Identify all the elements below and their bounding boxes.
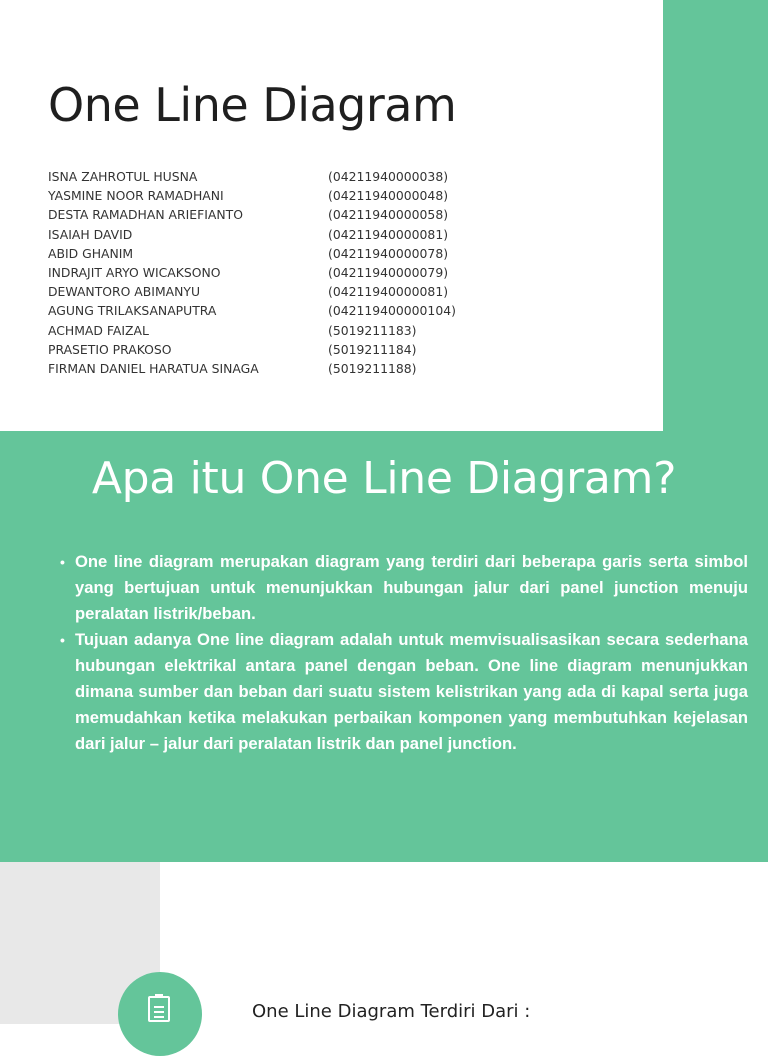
member-row [48, 244, 528, 263]
member-id: (04211940000078) [328, 245, 449, 261]
section-title: Apa itu One Line Diagram? [91, 453, 677, 504]
member-row [48, 301, 528, 320]
member-name: FIRMAN DANIEL HARATUA SINAGA [48, 360, 259, 376]
definition-list [60, 549, 748, 757]
components-heading: One Line Diagram Terdiri Dari : [252, 1001, 531, 1022]
member-name: PRASETIO PRAKOSO [48, 341, 172, 357]
list-item [60, 549, 748, 627]
member-id: (04211940000081) [328, 284, 449, 300]
member-name: ABID GHANIM [48, 245, 134, 261]
member-row [48, 225, 528, 244]
bullet-icon: • [60, 554, 65, 570]
member-name: ISAIAH DAVID [48, 226, 133, 242]
member-row [48, 321, 528, 340]
document-list-icon [148, 996, 170, 1022]
member-id: (04211940000048) [328, 188, 449, 204]
member-row [48, 167, 528, 186]
member-name: AGUNG TRILAKSANAPUTRA [48, 303, 217, 319]
top-right-accent-strip [663, 0, 768, 431]
member-name: DESTA RAMADHAN ARIEFIANTO [48, 207, 243, 223]
member-row [48, 186, 528, 205]
title-panel [0, 0, 663, 431]
list-item [60, 627, 748, 757]
member-id: (04211940000079) [328, 264, 449, 280]
member-name: ISNA ZAHROTUL HUSNA [48, 169, 198, 184]
member-row [48, 359, 528, 378]
member-id: (5019211183) [328, 322, 417, 338]
member-id: (04211940000081) [328, 226, 449, 242]
member-id: (5019211184) [328, 341, 417, 357]
page-title: One Line Diagram [48, 78, 457, 132]
member-id: (042119400000104) [328, 303, 456, 319]
member-name: DEWANTORO ABIMANYU [48, 284, 201, 300]
member-row [48, 282, 528, 301]
member-id: (5019211188) [328, 360, 417, 376]
icon-circle [118, 972, 202, 1056]
member-row [48, 340, 528, 359]
bullet-icon: • [60, 632, 65, 648]
member-row [48, 263, 528, 282]
definition-section [0, 431, 768, 862]
member-id: (04211940000038) [328, 169, 449, 184]
member-name: INDRAJIT ARYO WICAKSONO [48, 264, 221, 280]
list-item-text: Tujuan adanya One line diagram adalah untuk memvisualisasikan secara sederhana hubungan elektrikal antara panel dengan beban. One line diagram menunjukkan dimana sumber dan beban dari suatu sistem kelistrikan yang ada di kapal serta juga memudahkan ketika melakukan perbaikan komponen yang membutuhkan kejelasan dari jalur – jalur dari peralatan listrik dan panel junction. [75, 630, 748, 753]
member-name: YASMINE NOOR RAMADHANI [48, 188, 224, 204]
member-name: ACHMAD FAIZAL [48, 322, 149, 338]
list-item-text: One line diagram merupakan diagram yang terdiri dari beberapa garis serta simbol yang bertujuan untuk menunjukkan hubungan jalur dari panel junction menuju peralatan listrik/beban. [75, 552, 748, 623]
member-list [48, 167, 528, 378]
member-row [48, 205, 528, 224]
member-id: (04211940000058) [328, 207, 449, 223]
